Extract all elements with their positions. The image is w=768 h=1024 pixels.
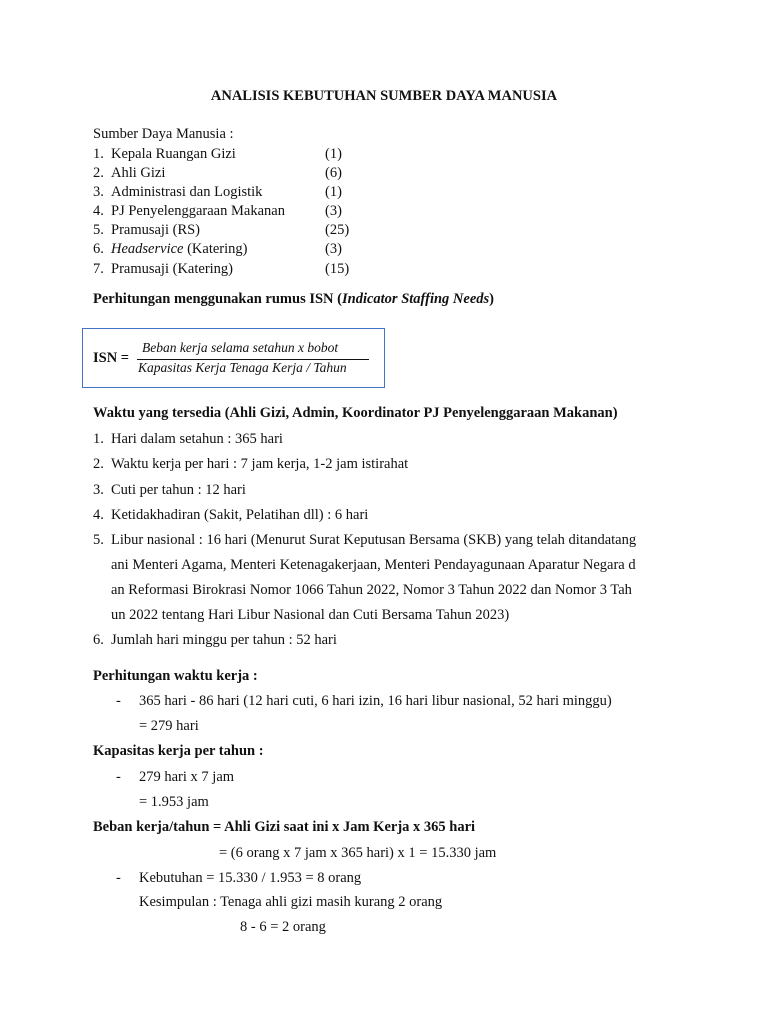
beban-calc: = (6 orang x 7 jam x 365 hari) x 1 = 15.330 jam <box>219 845 497 861</box>
sdm-name: Ahli Gizi <box>111 165 166 181</box>
kapasitas-result: = 1.953 jam <box>139 794 209 810</box>
waktu-num: 5. <box>93 532 104 548</box>
waktu-num: 1. <box>93 431 104 447</box>
waktu-item-line: un 2022 tentang Hari Libur Nasional dan Cuti Bersama Tahun 2023) <box>111 607 510 623</box>
waktu-num: 4. <box>93 507 104 523</box>
waktu-heading: Waktu yang tersedia (Ahli Gizi, Admin, Koordinator PJ Penyelenggaraan Makanan) <box>93 405 618 421</box>
kesimpulan-calc: 8 - 6 = 2 orang <box>240 919 326 935</box>
sdm-heading: Sumber Daya Manusia : <box>93 126 234 142</box>
sdm-name-italic: Headservice <box>111 241 184 257</box>
sdm-count: (15) <box>325 261 350 277</box>
sdm-name: Pramusaji (Katering) <box>111 261 234 277</box>
sdm-count: (1) <box>325 184 342 200</box>
waktu-item-line: ani Menteri Agama, Menteri Ketenagakerjaan, Menteri Pendayagunaan Aparatur Negara d <box>111 557 636 573</box>
sdm-num: 1. <box>93 146 104 162</box>
sdm-count: (1) <box>325 146 342 162</box>
sdm-num: 7. <box>93 261 104 277</box>
document-title: ANALISIS KEBUTUHAN SUMBER DAYA MANUSIA <box>210 88 558 104</box>
kesimpulan-line: Kesimpulan : Tenaga ahli gizi masih kurang 2 orang <box>139 894 443 910</box>
isn-heading-italic: Indicator Staffing Needs <box>341 291 490 307</box>
bullet-dash: - <box>116 769 121 785</box>
perhitungan-result: = 279 hari <box>139 718 199 734</box>
sdm-name-rest: (Katering) <box>183 241 248 257</box>
waktu-item: Ketidakhadiran (Sakit, Pelatihan dll) : 6 hari <box>111 507 369 523</box>
isn-heading-close: ) <box>489 291 494 307</box>
waktu-item: Waktu kerja per hari : 7 jam kerja, 1-2 jam istirahat <box>111 456 409 472</box>
isn-label: ISN = <box>93 350 130 366</box>
sdm-name: PJ Penyelenggaraan Makanan <box>111 203 285 219</box>
perhitungan-heading: Perhitungan waktu kerja : <box>93 668 258 684</box>
sdm-count: (6) <box>325 165 342 181</box>
waktu-num: 2. <box>93 456 104 472</box>
sdm-num: 2. <box>93 165 104 181</box>
sdm-num: 5. <box>93 222 104 238</box>
isn-denominator: Kapasitas Kerja Tenaga Kerja / Tahun <box>138 360 347 375</box>
waktu-item-line: an Reformasi Birokrasi Nomor 1066 Tahun 2022, Nomor 3 Tahun 2022 dan Nomor 3 Tah <box>111 582 632 598</box>
sdm-name: Pramusaji (RS) <box>111 222 201 238</box>
sdm-num: 3. <box>93 184 104 200</box>
sdm-count: (3) <box>325 203 342 219</box>
waktu-item: Jumlah hari minggu per tahun : 52 hari <box>111 632 337 648</box>
perhitungan-line: 365 hari - 86 hari (12 hari cuti, 6 hari izin, 16 hari libur nasional, 52 hari minggu) <box>139 693 612 709</box>
waktu-num: 6. <box>93 632 104 648</box>
sdm-count: (3) <box>325 241 342 257</box>
isn-heading-bold: Perhitungan menggunakan rumus ISN ( <box>93 291 342 307</box>
waktu-item: Hari dalam setahun : 365 hari <box>111 431 283 447</box>
waktu-num: 3. <box>93 482 104 498</box>
sdm-num: 6. <box>93 241 104 257</box>
bullet-dash: - <box>116 693 121 709</box>
sdm-name: Administrasi dan Logistik <box>111 184 263 200</box>
sdm-count: (25) <box>325 222 350 238</box>
kapasitas-line: 279 hari x 7 jam <box>139 769 235 785</box>
sdm-name: Kepala Ruangan Gizi <box>111 146 236 162</box>
isn-heading <box>93 291 494 308</box>
kapasitas-heading: Kapasitas kerja per tahun : <box>93 743 264 759</box>
waktu-item-line: Libur nasional : 16 hari (Menurut Surat Keputusan Bersama (SKB) yang telah ditandatang <box>111 532 637 548</box>
beban-heading: Beban kerja/tahun = Ahli Gizi saat ini x Jam Kerja x 365 hari <box>93 819 476 835</box>
kebutuhan-line: Kebutuhan = 15.330 / 1.953 = 8 orang <box>139 870 362 886</box>
bullet-dash: - <box>116 870 121 886</box>
waktu-item: Cuti per tahun : 12 hari <box>111 482 246 498</box>
isn-numerator: Beban kerja selama setahun x bobot <box>142 340 339 355</box>
sdm-num: 4. <box>93 203 104 219</box>
sdm-name <box>111 241 247 258</box>
